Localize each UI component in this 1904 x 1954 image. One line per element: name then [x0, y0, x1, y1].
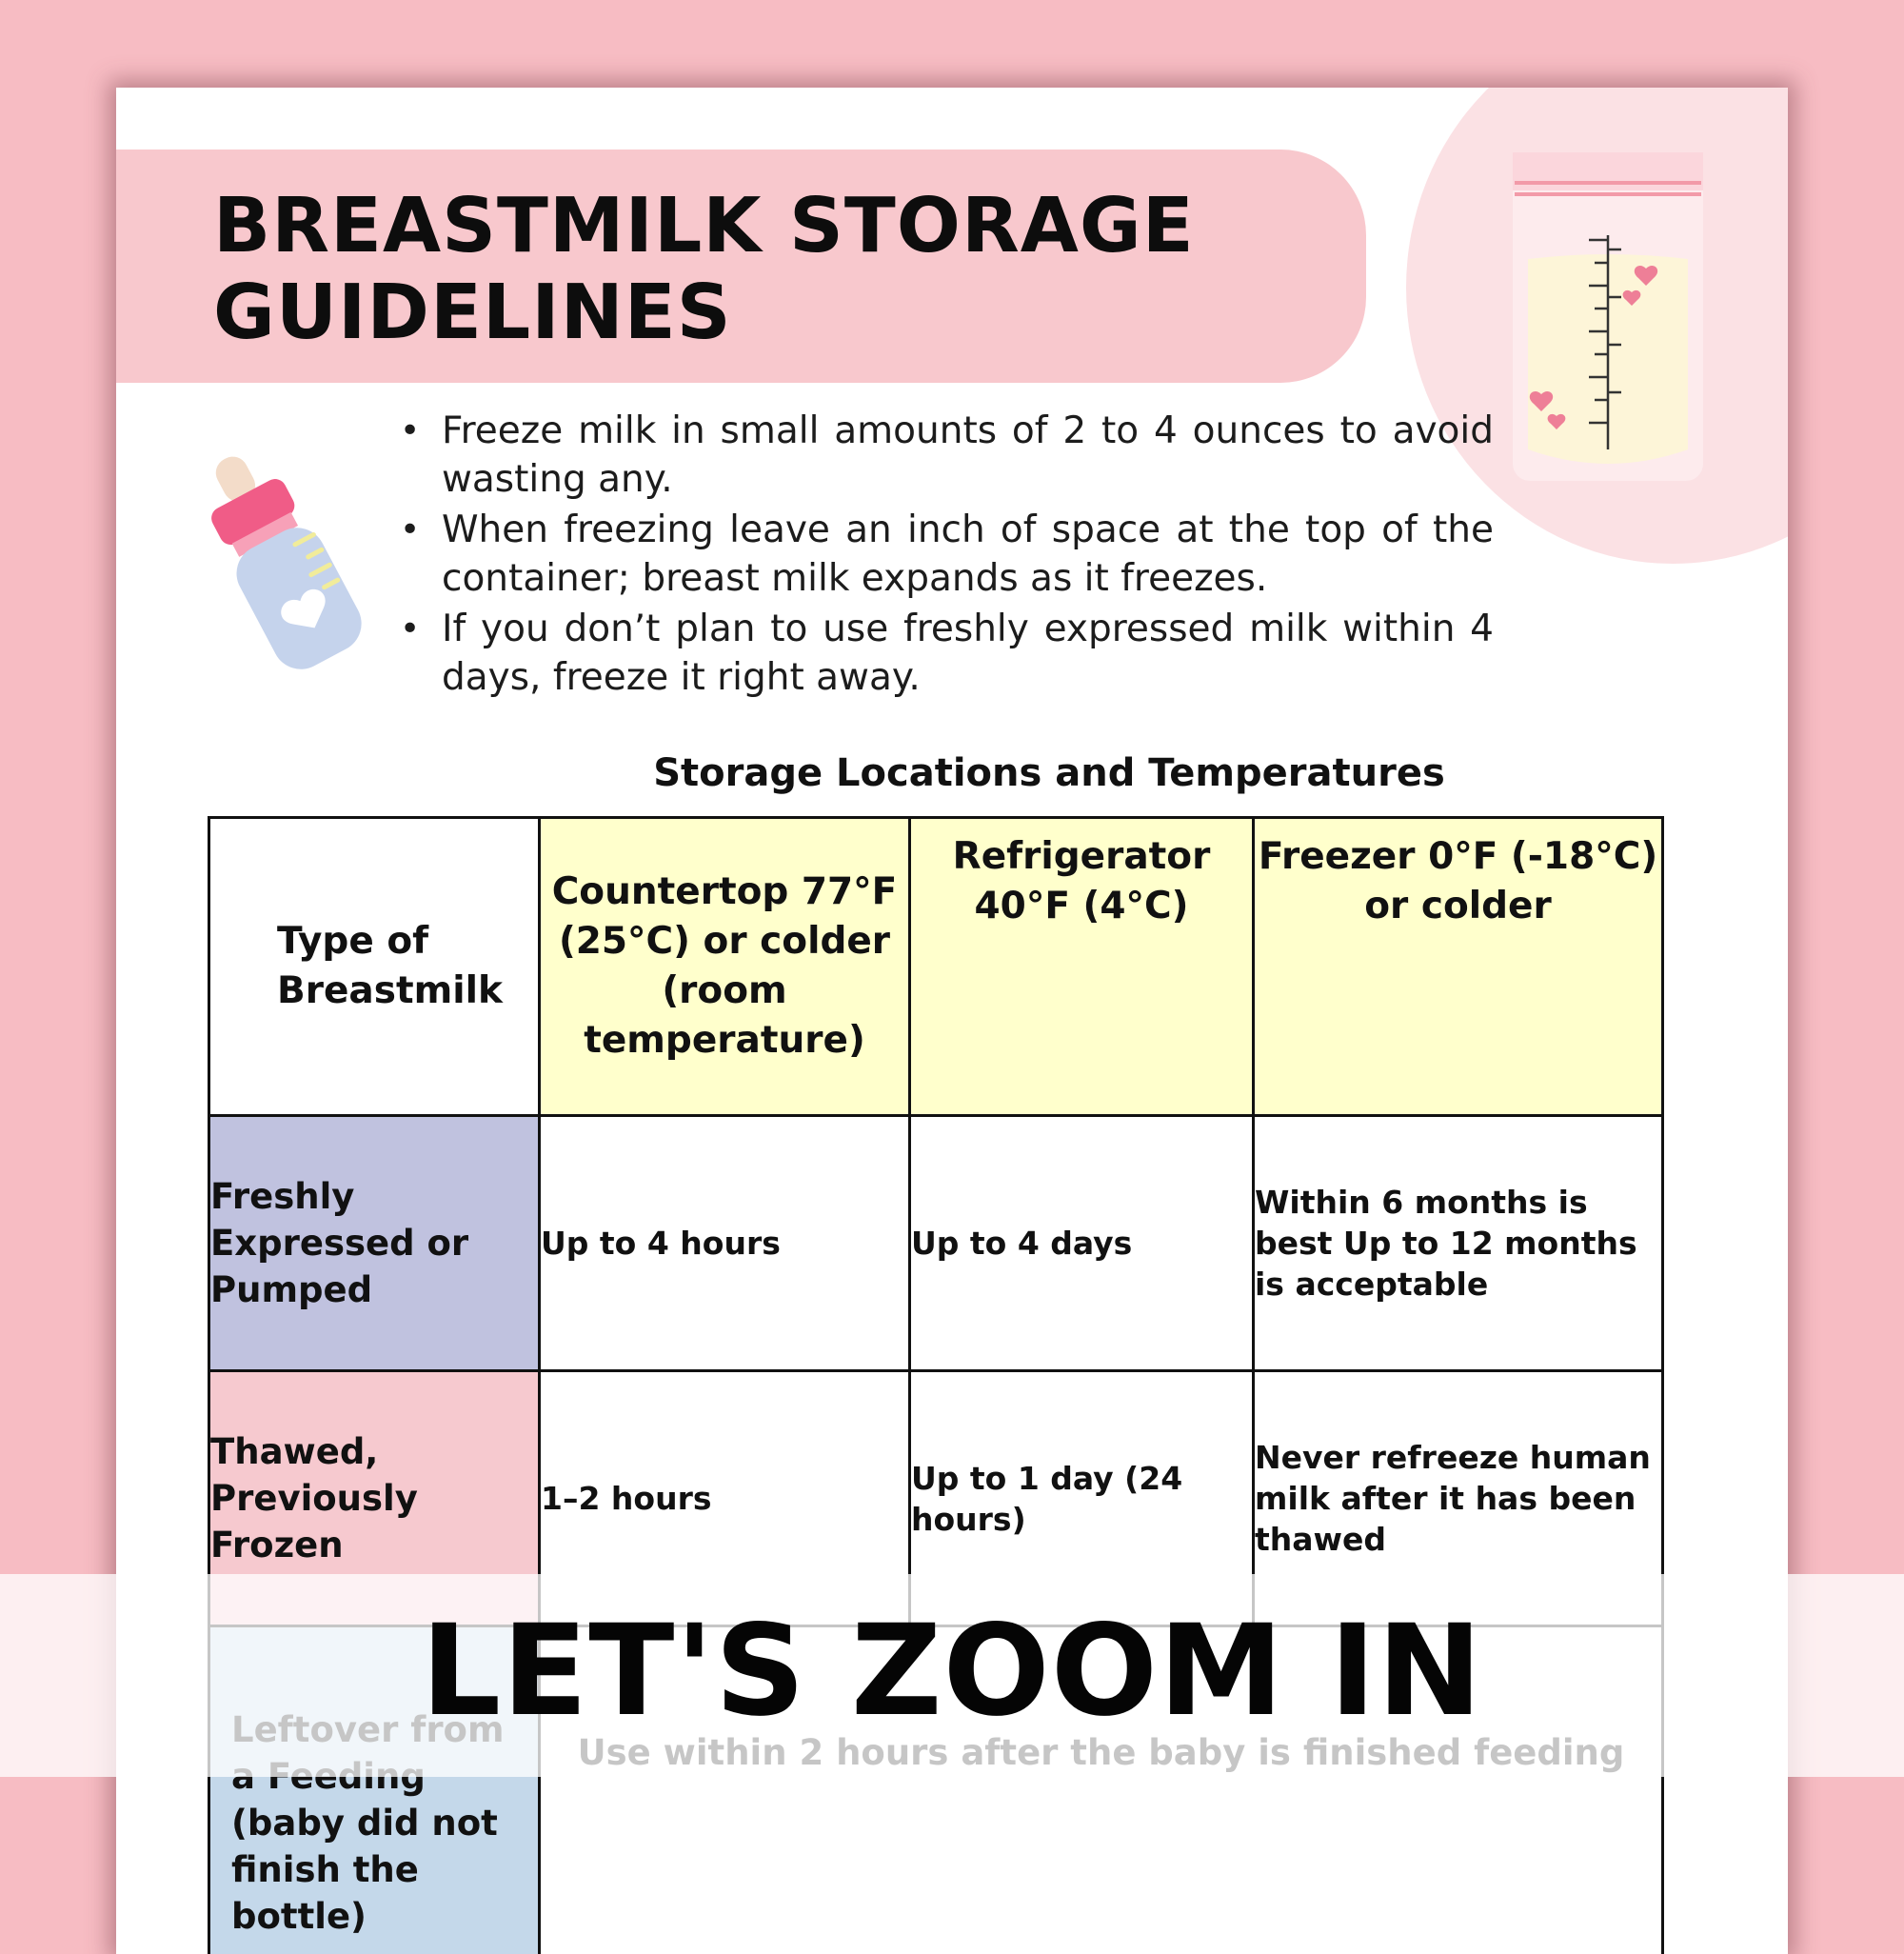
table-header-row — [209, 818, 1663, 1116]
header-countertop: Countertop 77°F (25°C) or colder (room temperature) — [540, 818, 910, 1116]
tip-item — [394, 506, 1494, 603]
table-cell: Up to 4 hours — [540, 1116, 910, 1371]
header-freezer: Freezer 0°F (-18°C) or colder — [1254, 818, 1663, 1116]
tip-text: When freezing leave an inch of space at the top of the container; breast milk expands as it freezes. — [442, 508, 1494, 600]
table-row — [209, 1116, 1663, 1371]
tip-text: Freeze milk in small amounts of 2 to 4 ounces to avoid wasting any. — [442, 409, 1494, 501]
header-type: Type of Breastmilk — [209, 818, 540, 1116]
table-cell: 1–2 hours — [540, 1371, 910, 1626]
tip-item — [394, 407, 1494, 504]
table-cell: Up to 4 days — [910, 1116, 1254, 1371]
tips-list — [394, 407, 1494, 704]
tip-item — [394, 605, 1494, 702]
milk-storage-bag-icon — [1503, 145, 1713, 507]
page-title: BREASTMILK STORAGE GUIDELINES — [213, 183, 1308, 356]
tip-text: If you don’t plan to use freshly expressed milk within 4 days, freeze it right away. — [442, 608, 1494, 699]
table-cell: Up to 1 day (24 hours) — [910, 1371, 1254, 1626]
row-label: Freshly Expressed or Pumped — [209, 1116, 540, 1371]
baby-bottle-icon — [178, 440, 378, 678]
row-label: (baby did not finish the bottle) — [209, 1626, 540, 1954]
table-cell: Never refreeze human milk after it has been thawed — [1254, 1371, 1663, 1626]
row-label: Thawed, Previously Frozen — [209, 1371, 540, 1626]
bullet-icon: • — [400, 605, 420, 653]
table-cell: Within 6 months is best Up to 12 months is acceptable — [1254, 1116, 1663, 1371]
header-refrigerator: Refrigerator 40°F (4°C) — [910, 818, 1254, 1116]
zoom-banner-text: LET'S ZOOM IN — [0, 1600, 1904, 1743]
storage-table — [208, 816, 1664, 1954]
table-title: Storage Locations and Temperatures — [573, 751, 1525, 795]
bullet-icon: • — [400, 407, 420, 455]
bullet-icon: • — [400, 506, 420, 554]
